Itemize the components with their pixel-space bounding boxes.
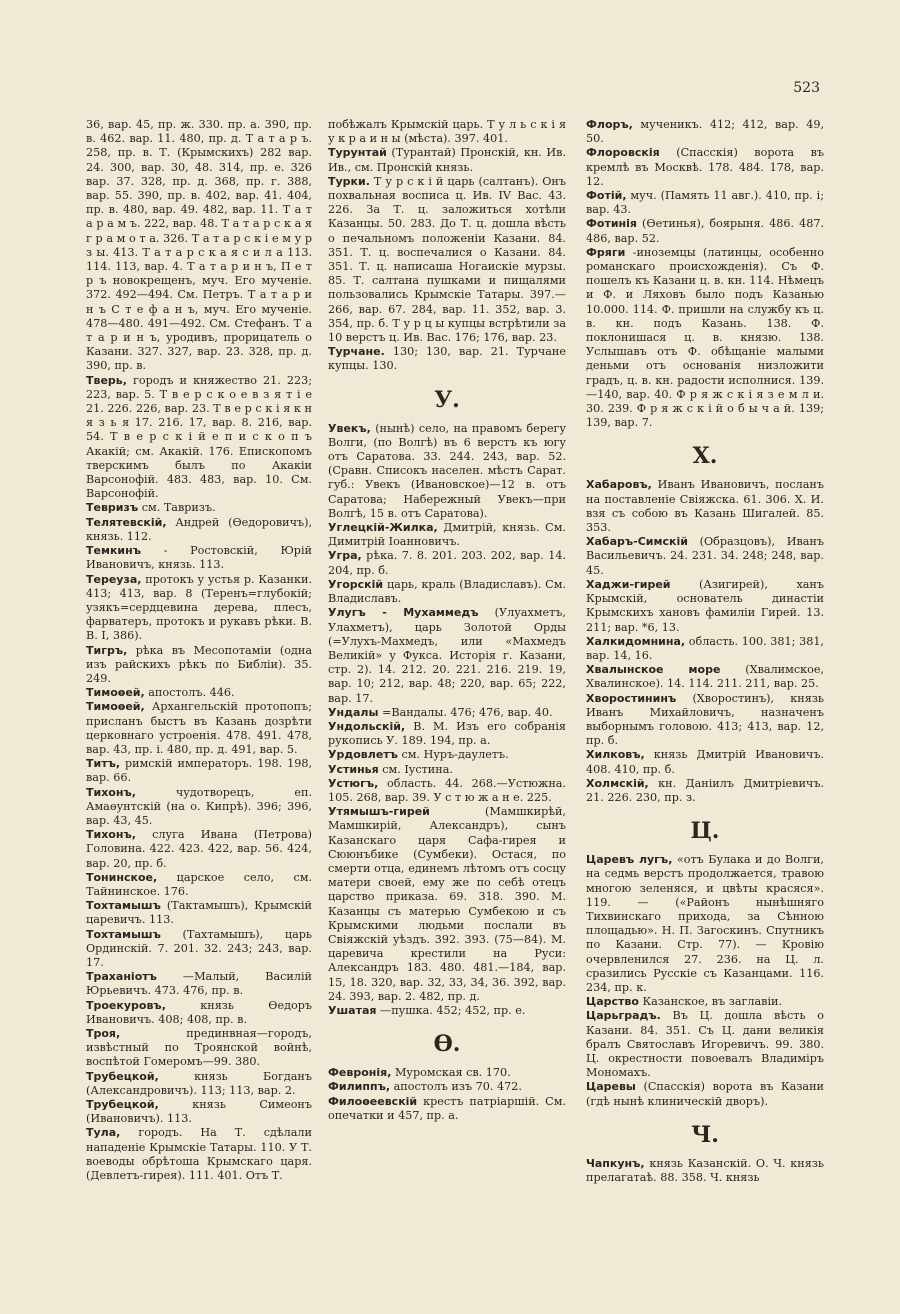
entry-headword: Турчане. xyxy=(328,345,385,359)
entry-headword: Устюгъ, xyxy=(328,776,379,790)
entry-text: князь Өедоръ Ивановичъ. 408; 408, пр. в. xyxy=(86,998,313,1026)
index-entry xyxy=(86,1098,312,1126)
entry-headword: Ушатая xyxy=(328,1003,377,1017)
entry-headword: Царство xyxy=(586,995,639,1009)
entry-headword: Хаджи-гирей xyxy=(586,577,671,591)
index-entry xyxy=(86,999,312,1027)
entry-text: (Өетинья), боярыня. 486. 487. 486, вар. 52. xyxy=(586,217,825,245)
section-letter: Ц. xyxy=(690,818,720,845)
entry-headword: Темкинъ xyxy=(86,544,141,558)
entry-text: прединвная—городъ, извѣстный по Троянской войнѣ, воспѣтой Гомеромъ—99. 380. xyxy=(86,1027,312,1069)
entry-text: кн. Даніилъ Дмитріевичъ. 21. 226. 230, пр. з. xyxy=(586,776,824,804)
entry-headword: Тула, xyxy=(86,1126,121,1140)
index-entry xyxy=(86,1070,312,1098)
entry-text: см. Тавризъ. xyxy=(141,501,216,515)
entry-headword: Урдовлетъ xyxy=(328,748,398,762)
entry-text: область. 44. 268.—Устюжна. 105. 268, вар. 39. У с т ю ж а н е. 225. xyxy=(328,776,566,804)
index-entry xyxy=(328,706,566,720)
entry-text: крестъ патріаршій. См. опечатки и 457, пр. а. xyxy=(328,1094,566,1122)
entry-headword: Ундалы xyxy=(328,705,379,719)
entry-headword: Тонинское, xyxy=(86,870,158,884)
column-right xyxy=(586,118,824,1185)
entry-headword: Угорскій xyxy=(328,577,384,591)
entry-text: =Вандалы. 476; 476, вар. 40. xyxy=(381,705,553,719)
entry-headword: Фотинія xyxy=(586,217,637,231)
index-entry xyxy=(86,871,312,899)
entry-text: Т у р с к і й царь (салтанъ). Онъ похвальная восписа ц. Ив. IV Вас. 43. 226. За Т. ц. заложиться хотѣли Казанцы. 50. 283. До Т. ц. дошла вѣсть о печальномъ положеніи Казани. 84. 351. Т. ц. воспечалися о Казани. 84. 351. Т. ц. написаша Ногаискіе мурзы. 85. Т. салтана пушками и пищалями пользовались Крымскіе Татары. 397.—266, вар. 67. 284, вар. 11. 352, вар. 3. 354, пр. б. Т у р ц ы купцы встрѣтили за 10 верстъ ц. Ив. Вас. 176; 176, вар. 23. xyxy=(328,174,566,345)
entry-text: Иванъ Ивановичъ, посланъ на поставленіе Свіяжска. 61. 306. Х. И. взя съ собою въ Казань Шигалей. 85. 353. xyxy=(586,478,824,535)
entry-headword: Устинья xyxy=(328,762,379,776)
entry-headword: Тигръ, xyxy=(86,643,128,657)
entry-headword: Царьградъ. xyxy=(586,1009,661,1023)
column-middle xyxy=(328,118,566,1123)
entry-headword: Хилковъ, xyxy=(586,748,645,762)
index-entry xyxy=(86,970,312,998)
entry-headword: Хвалынское море xyxy=(586,663,721,677)
entry-headword: Улугъ - Мухаммедъ xyxy=(328,606,479,620)
index-entry xyxy=(328,146,566,174)
entry-text: царь, краль (Владиславъ). См. Владиславъ. xyxy=(328,577,566,606)
entry-text: муч. (Память 11 авг.). 410, пр. і; вар. 43. xyxy=(586,189,824,217)
entry-text: Дмитрій, князь. См. Димитрій Іоанновичъ. xyxy=(328,521,566,549)
entry-text: чудотворецъ, еп. Амаөунтскій (на о. Кипрѣ). 396; 396, вар. 43, 45. xyxy=(86,785,312,827)
entry-text: (Хвалимское, Хвалинское). 14. 114. 211. 211, вар. 25. xyxy=(586,663,825,691)
entry-headword: Холмскій, xyxy=(586,776,649,790)
entry-text: «отъ Булака и до Волги, на седмь верстъ продолжается, травою многою зеленяся, и цвѣты красяся». 119. — («Районъ нынѣшняго Тихвинскаго прихода, за Сѣнною площадью». Н. П. Загоскинъ. Спутникъ по Казани. Стр. 77). — Кровію очервленился 27. 236. на Ц. л. сразились Русскіе съ Казанцами. 116. 234, пр. к. xyxy=(586,853,824,994)
index-entry xyxy=(328,118,566,146)
index-entry xyxy=(586,692,824,749)
entry-headword: Тохтамышъ xyxy=(86,927,161,941)
section-letter: Ѳ. xyxy=(433,1031,461,1058)
index-entry xyxy=(586,748,824,776)
index-entry xyxy=(86,573,312,644)
entry-headword: Царевы xyxy=(586,1080,636,1094)
index-entry xyxy=(86,544,312,572)
entry-headword: Тверь, xyxy=(86,373,127,387)
entry-text: (Улуахметъ, Улахметъ), царь Золотой Орды (=Улухъ-Махмедъ, или «Махмедъ Великій» у Фукса. Исторія г. Казани, стр. 2). 14. 212. 20. 221. 216. 219. 19, вар. 10; 212, вар. 48; 220, вар. 65; 222, вар. 17. xyxy=(328,606,566,705)
index-entry xyxy=(86,516,312,544)
index-entry xyxy=(328,763,566,777)
entry-headword: Тихонъ, xyxy=(86,785,136,799)
entry-text: (Спасскія) ворота въ кремлѣ въ Москвѣ. 178. 484. 178, вар. 12. xyxy=(586,146,824,188)
index-entry xyxy=(328,777,566,805)
column-left xyxy=(86,118,312,1183)
entry-text: городъ. На Т. сдѣлали нападеніе Крымскіе Татары. 110. У Т. воеводы обрѣтоша Крымскаго царя. (Девлетъ-гирея). 111. 401. Отъ Т. xyxy=(86,1126,312,1183)
entry-headword: Фряги xyxy=(586,245,626,259)
entry-text: рѣка въ Месопотаміи (одна изъ райскихъ рѣкъ по Библіи). 35. 249. xyxy=(86,643,312,685)
index-entry xyxy=(328,1080,566,1094)
entry-headword: Флоровскія xyxy=(586,146,660,160)
index-entry xyxy=(586,1009,824,1080)
entry-text: апостолъ изъ 70. 472. xyxy=(393,1080,522,1094)
index-entry xyxy=(86,700,312,757)
entry-headword: Угра, xyxy=(328,549,362,563)
entry-headword: Филиппъ, xyxy=(328,1080,391,1094)
entry-text: —пушка. 452; 452, пр. е. xyxy=(380,1003,526,1017)
entry-text: Муромская св. 170. xyxy=(394,1066,511,1080)
entry-headword: Троя, xyxy=(86,1027,121,1040)
entry-headword: Тохтамышъ xyxy=(86,899,161,913)
index-entry xyxy=(586,478,824,535)
entry-text: князь Богданъ (Александровичъ). 113; 113, вар. 2. xyxy=(86,1069,312,1097)
entry-headword: Филоөеевскій xyxy=(328,1094,418,1108)
entry-headword: Трубецкой, xyxy=(86,1098,159,1112)
index-entry xyxy=(86,374,312,502)
index-entry xyxy=(86,118,312,374)
index-entry xyxy=(328,1095,566,1123)
entry-text: протокъ у устья р. Казанки. 413; 413, вар. 8 (Теренъ=глубокій; узякъ=сердцевина дерева, плесъ, фарватеръ, протокъ и рукавъ рѣки. В. В. I, 386). xyxy=(86,572,312,643)
entry-headword: Троекуровъ, xyxy=(86,998,166,1012)
entry-text: (Мамшкирѣй, Мамшкирій, Александръ), сынъ Казанскаго царя Сафа-гирея и Сююнъбике (Сумбеки). Остася, по смерти отца, единемъ лѣтомъ отъ сосцу матери своей, ему же по себѣ отецъ царство приказа. 69. 318. 390. М. Казанцы съ матерью Сумбекою и съ Крымскими людьми послали въ Свіяжскій уѣздъ. 392. 393. (75—84). М. царевича крестили на Руси: Александръ 183. 480. 481.—184, вар. 15, 18. 320, вар. 32, 33, 34, 36. 392, вар. 24. 393, вар. 2. 482, пр. д. xyxy=(328,805,566,1003)
entry-text: (нынѣ) село, на правомъ берегу Волги, (по Волгѣ) въ 6 верстъ къ югу отъ Саратова. 33. 244. 243, вар. 52. (Сравн. Списокъ населен. мѣстъ Сарат. губ.: Увекъ (Ивановское)—12 в. отъ Саратова; Набережный Увекъ—при Волгѣ, 15 в. отъ Саратова). xyxy=(328,421,567,520)
index-entry xyxy=(328,549,566,577)
index-entry xyxy=(86,786,312,829)
entry-headword: Чапкунъ, xyxy=(586,1156,645,1170)
entry-headword: Тереуза, xyxy=(86,572,142,586)
index-entry xyxy=(586,246,824,431)
entry-headword: Трубецкой, xyxy=(86,1069,159,1083)
index-entry xyxy=(328,345,566,373)
entry-text: 36, вар. 45, пр. ж. 330. пр. а. 390, пр. в. 462. вар. 11. 480, пр. д. Т а т а р ъ. 258, пр. в. Т. (Крымскихъ) 282 вар. 24. 300, вар. 30, 48. 314, пр. е. 326 вар. 37. 328, пр. д. 368, пр. г. 388, вар. 55. 390, пр. в. 402, вар. 41. 404, пр. в. 480, вар. 49. 482, вар. 11. Т а т а р а м ъ. 222, вар. 48. Т а т а р с к а я г р а м о т а. 326. Т а т а р с к і е м у р з ы. 413. Т а т а р с к а я с и л а 113. 114. 113, вар. 4. Т а т а р и н ъ, П е т р ъ новокрещенъ, муч. Его мученіе. 372. 492—494. См. Петръ. Т а т а р и н ъ С т е ф а н ъ, муч. Его мученіе. 478—480. 491—492. См. Стефанъ. Т а т а р и н ъ, уродивъ, прорицатель о Казани. 327. 327, вар. 23. 328, пр. д. 390, пр. в. xyxy=(86,118,312,373)
entry-text: царское село, см. Тайнинское. 176. xyxy=(86,870,312,898)
index-entry xyxy=(586,118,824,146)
entry-headword: Телятевскій, xyxy=(86,515,167,529)
index-entry xyxy=(86,828,312,871)
entry-text: см. Нуръ-даулетъ. xyxy=(401,748,509,762)
index-entry xyxy=(86,1027,312,1070)
index-entry xyxy=(328,720,566,748)
entry-text: городъ и княжество 21. 223; 223, вар. 5. Т в е р с к о е в з я т і е 21. 226. 226, вар. 23. Т в е р с к і я к н я з ь я 17. 216. 17, вар. 8. 216, вар. 54. Т в е р с к і й е п и с к о п ъ Акакій; см. Акакій. 176. Епископомъ тверскимъ былъ по Акакіи Варсонофій. 483. 483, вар. 10. См. Варсонофій. xyxy=(86,373,312,501)
index-entry xyxy=(586,1080,824,1108)
index-entry xyxy=(586,777,824,805)
entry-headword: Хабаровъ, xyxy=(586,478,652,492)
entry-text: римскій императоръ. 198. 198, вар. 66. xyxy=(86,757,312,785)
entry-text: (Хворостинъ), князь Иванъ Михайловичъ, назначенъ выборнымъ головою. 413; 413, вар. 12, пр. б. xyxy=(586,691,825,748)
entry-text: побѣжалъ Крымскій царь. Т у л ь с к і я у к р а и н ы (мѣста). 397. 401. xyxy=(328,118,566,146)
entry-headword: Тихонъ, xyxy=(86,828,136,842)
entry-headword: Фотій, xyxy=(586,189,627,203)
index-entry xyxy=(328,521,566,549)
index-entry xyxy=(586,189,824,217)
entry-text: князь Казанскій. О. Ч. князь прелагатаѣ. 88. 358. Ч. князь xyxy=(586,1156,824,1184)
entry-text: В. М. Изъ его собранія рукопись У. 189. 194, пр. а. xyxy=(328,719,566,748)
entry-text: рѣка. 7. 8. 201. 203. 202, вар. 14. 204, пр. б. xyxy=(328,549,566,577)
entry-text: область. 100. 381; 381, вар. 14, 16. xyxy=(586,634,824,662)
entry-headword: Углецкій-Жилка, xyxy=(328,521,438,535)
index-entry xyxy=(86,686,312,700)
index-entry xyxy=(586,1157,824,1185)
index-entry xyxy=(86,644,312,687)
entry-headword: Титъ, xyxy=(86,757,121,771)
index-entry xyxy=(328,1004,566,1018)
entry-text: (Образцовъ), Иванъ Васильевичъ. 24. 231. 34. 248; 248, вар. 45. xyxy=(586,535,824,577)
entry-text: (Азигирей), ханъ Крымскій, основатель династіи Крымскихъ хановъ фамиліи Гирей. 13. 211; вар. *6, 13. xyxy=(586,577,824,634)
index-entry xyxy=(328,175,566,345)
index-entry xyxy=(86,928,312,971)
index-entry xyxy=(328,422,566,521)
entry-text: Архангельскій протопопъ; присланъ быстъ въ Казань дозрѣти церковнаго устроенія. 478. 491. 478, вар. 43, пр. і. 480, пр. д. 491, вар. 5. xyxy=(86,700,312,756)
entry-text: Андрей (Өедоровичъ), князь. 112. xyxy=(86,515,313,543)
index-entry xyxy=(86,1126,312,1183)
entry-headword: Тимоөей, xyxy=(86,700,145,714)
entry-text: слуга Ивана (Петрова) Головина. 422. 423. 422, вар. 56. 424, вар. 20, пр. б. xyxy=(86,828,312,870)
entry-headword: Утямышъ-гирей xyxy=(328,805,430,819)
index-entry xyxy=(586,578,824,635)
index-entry xyxy=(586,217,824,245)
index-entry xyxy=(328,606,566,705)
entry-text: -иноземцы (латинцы, особенно романскаго происхожденія). Съ Ф. пошелъ къ Казани ц. в. кн. 114. Нѣмецъ и Ф. и Ляховъ было подъ Казанью 10.000. 114. Ф. пришли на службу къ ц. в. кн. подъ Казань. 138. Ф. поклонишася ц. в. князю. 138. Услышавъ отъ Ф. обѣщаніе малыми деньми отъ основанія низложити градъ, ц. в. кн. радости исполнися. 139.—140, вар. 40. Ф р я ж с к і я з е м л и. 30. 239. Ф р я ж с к і й о б ы ч а й. 139; 139, вар. 7. xyxy=(586,245,824,430)
index-entry xyxy=(328,748,566,762)
entry-headword: Февронія, xyxy=(328,1066,392,1080)
entry-headword: Турки. xyxy=(328,174,370,188)
index-entry xyxy=(86,757,312,785)
entry-text: —Малый, Василій Юрьевичъ. 473. 476, пр. в. xyxy=(86,970,312,998)
entry-headword: Траханіотъ xyxy=(86,970,157,984)
entry-headword: Турунтай xyxy=(328,146,387,160)
index-entry xyxy=(586,635,824,663)
entry-text: князь Симеонъ (Ивановичъ). 113. xyxy=(86,1098,313,1126)
entry-headword: Халкидомнина, xyxy=(586,634,686,648)
entry-headword: Царевъ лугъ, xyxy=(586,853,673,867)
index-entry xyxy=(328,805,566,1004)
index-entry xyxy=(586,853,824,995)
entry-text: (Спасскія) ворота въ Казани (гдѣ нынѣ клиническій дворъ). xyxy=(586,1080,825,1108)
entry-text: - Ростовскій, Юрій Ивановичъ, князь. 113. xyxy=(86,544,312,572)
entry-text: Въ Ц. дошла вѣсть о Казани. 84. 351. Съ Ц. дани великія бралъ Святославъ Игоревичъ. 99. 380. Ц. окрестности повоевалъ Владиміръ Мономахъ. xyxy=(586,1009,824,1080)
entry-text: (Тахтамышъ), царь Ординскій. 7. 201. 32. 243; 243, вар. 17. xyxy=(86,927,313,969)
entry-text: мученикъ. 412; 412, вар. 49, 50. xyxy=(586,118,824,146)
entry-headword: Тевризъ xyxy=(86,501,139,515)
index-entry xyxy=(586,146,824,189)
entry-text: апостолъ. 446. xyxy=(148,686,235,700)
entry-text: (Турантай) Пронскій, кн. Ив. Ив., см. Пронскій князь. xyxy=(328,146,566,174)
entry-headword: Хворостининъ xyxy=(586,691,677,705)
index-entry xyxy=(328,1066,566,1080)
entry-text: князь Дмитрій Ивановичъ. 408. 410, пр. б. xyxy=(586,748,824,776)
entry-headword: Увекъ, xyxy=(328,421,371,435)
index-entry xyxy=(586,535,824,578)
section-letter: Ч. xyxy=(691,1121,719,1148)
entry-headword: Ундольскій, xyxy=(328,719,406,733)
section-letter: Х. xyxy=(692,443,718,470)
section-letter: У. xyxy=(434,386,460,413)
entry-text: 130; 130, вар. 21. Турчане купцы. 130. xyxy=(328,345,566,373)
index-entry xyxy=(328,578,566,606)
entry-text: см. Іустина. xyxy=(382,762,453,776)
entry-headword: Хабаръ-Симскій xyxy=(586,535,688,549)
index-entry xyxy=(586,995,824,1009)
index-entry xyxy=(86,501,312,515)
entry-headword: Тимоөей, xyxy=(86,686,145,700)
page-number: 523 xyxy=(793,80,820,96)
entry-text: Казанское, въ заглавіи. xyxy=(642,995,783,1009)
entry-headword: Флоръ, xyxy=(586,118,633,131)
entry-text: (Тактамышъ), Крымскій царевичъ. 113. xyxy=(86,899,313,927)
index-entry xyxy=(86,899,312,927)
index-entry xyxy=(586,663,824,691)
